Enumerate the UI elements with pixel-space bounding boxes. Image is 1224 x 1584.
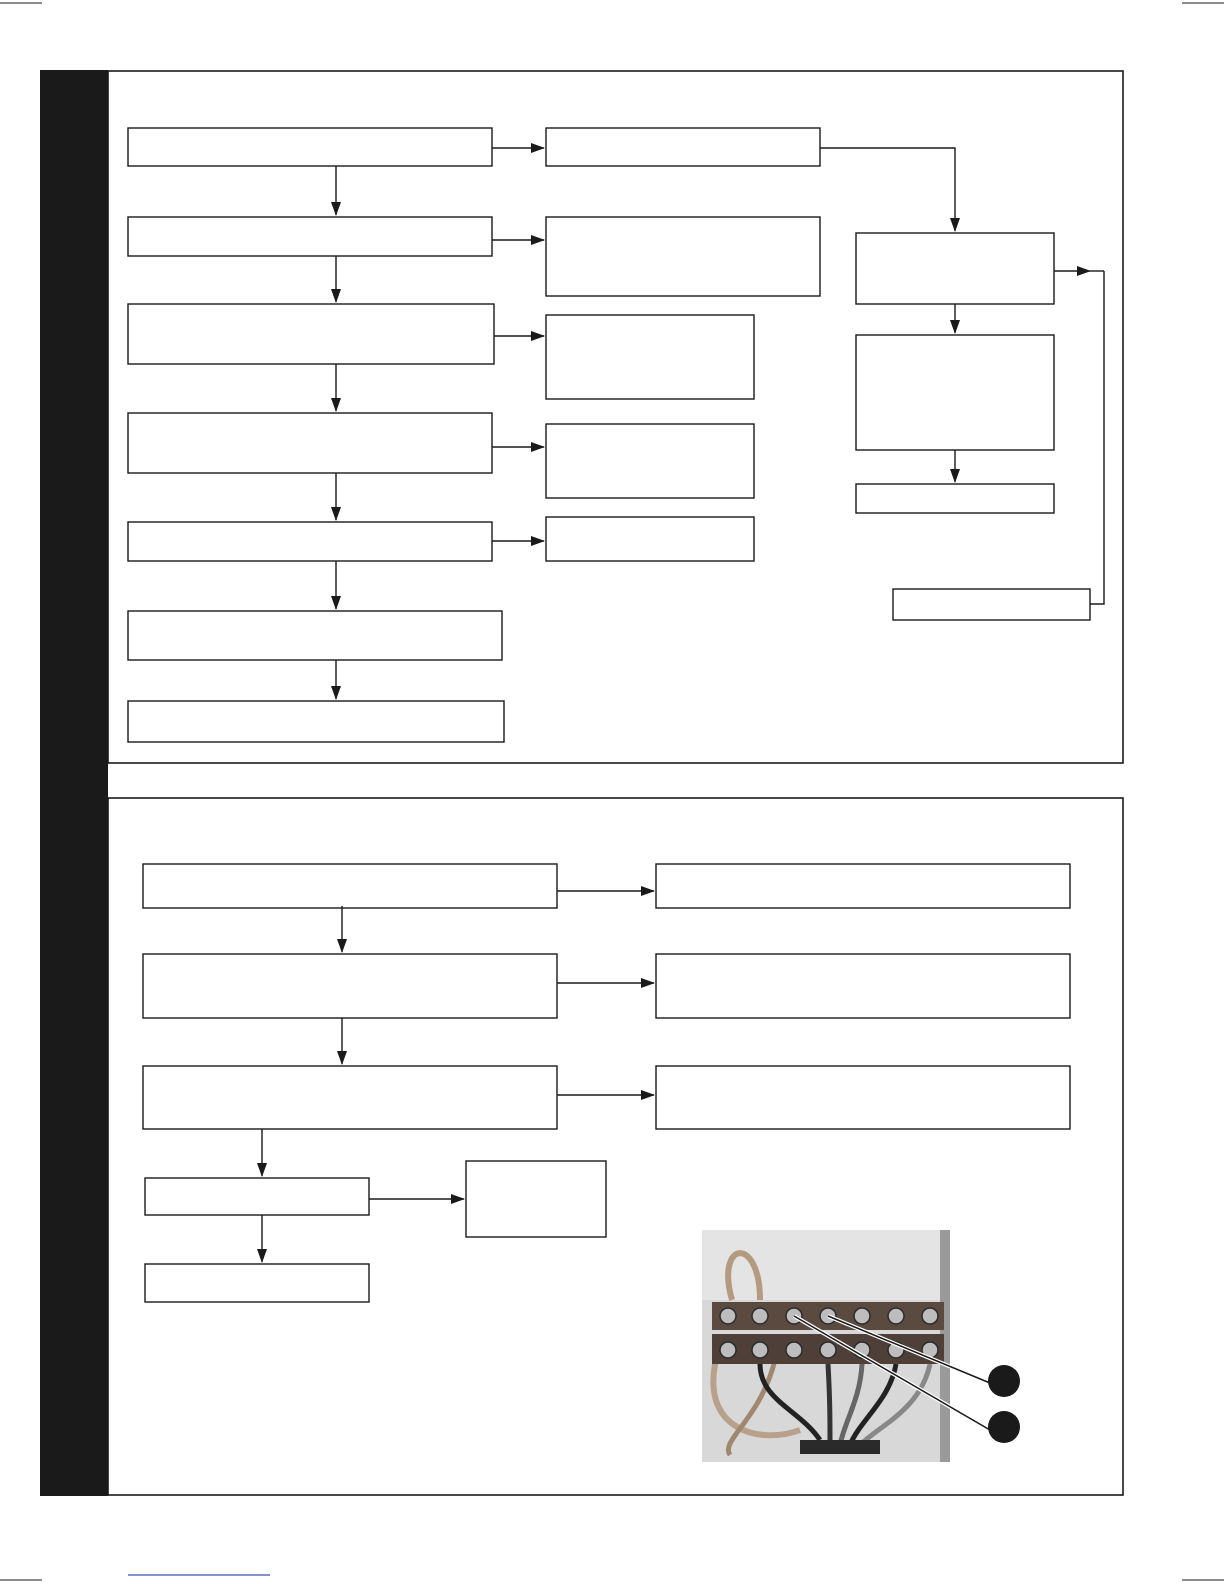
callout-marker-2 — [988, 1411, 1020, 1443]
flow-box-c1 — [856, 233, 1054, 304]
flow-box-n3 — [128, 304, 494, 364]
flow-box-n7 — [128, 701, 504, 742]
top-fault-flowchart — [128, 128, 1104, 742]
flow-box-c2 — [856, 335, 1054, 450]
callout-marker-1 — [988, 1365, 1020, 1397]
flow-box-m2 — [143, 954, 557, 1018]
side-bar — [40, 70, 108, 1496]
flow-box-r2 — [546, 217, 820, 296]
flow-box-n4 — [128, 413, 492, 473]
flow-box-s3 — [656, 1066, 1070, 1129]
flow-box-m4 — [145, 1178, 369, 1215]
wiring-terminal-block-photo — [702, 1230, 1020, 1462]
flow-box-s2 — [656, 954, 1070, 1018]
flow-box-r5 — [546, 517, 754, 561]
flow-box-r1 — [546, 128, 820, 166]
flow-box-s1 — [656, 864, 1070, 908]
flow-box-n6 — [128, 611, 502, 660]
flow-box-r3 — [546, 315, 754, 399]
flow-box-s4 — [466, 1161, 606, 1237]
flow-box-m3 — [143, 1066, 557, 1129]
flow-box-c4 — [893, 589, 1090, 620]
flow-box-m5 — [145, 1264, 369, 1302]
flow-box-c3 — [856, 484, 1054, 513]
arrow-r1-c1 — [820, 148, 955, 231]
loop-line-c4 — [1090, 271, 1104, 604]
flow-box-m1 — [143, 864, 557, 908]
flow-box-r4 — [546, 424, 754, 498]
flow-box-n1 — [128, 128, 492, 166]
flow-box-n5 — [128, 522, 492, 561]
flow-box-n2 — [128, 217, 492, 256]
